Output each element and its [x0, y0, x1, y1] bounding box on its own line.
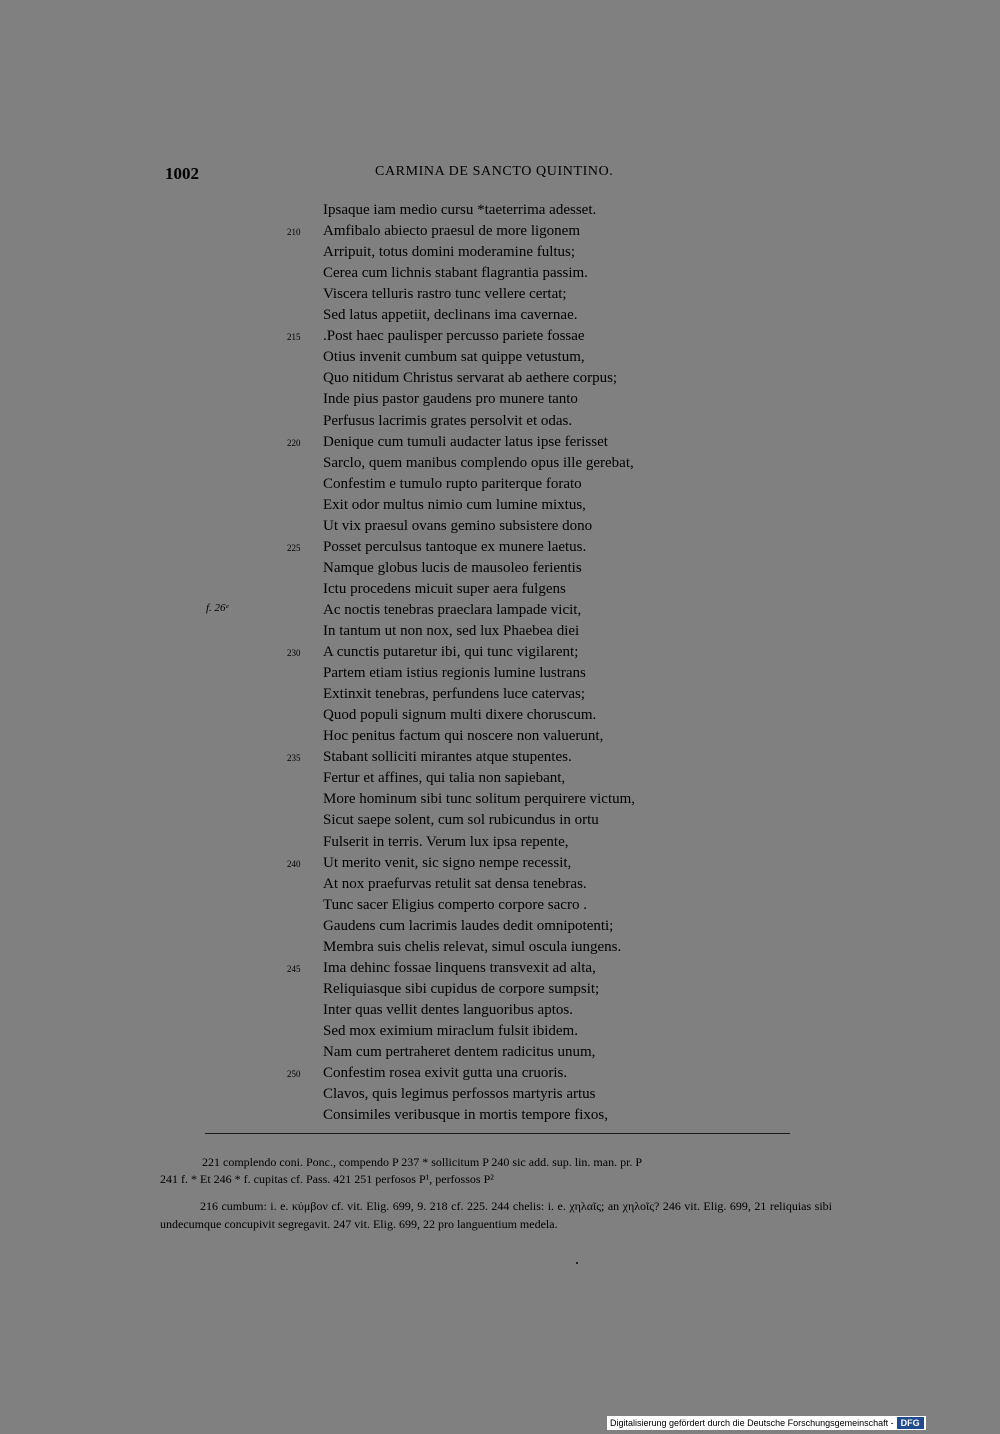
verse-line: At nox praefurvas retulit sat densa tenebras. — [323, 875, 587, 892]
verse-line: Quo nitidum Christus servarat ab aethere corpus; — [323, 370, 618, 387]
source-notes: 216 cumbum: i. e. κύμβον cf. vit. Elig. 699, 9. 218 cf. 225. 244 chelis: i. e. χηλαῖς; an χηλοῖς? 246 vit. Elig. 699, 21 reliquias sibi undecumque concupivit segregavit. 247 vit. Elig. 699, 22 pro languentium medela. — [160, 1199, 832, 1231]
verse-line: Clavos, quis legimus perfossos martyris artus — [323, 1086, 596, 1103]
line-number: 225 — [287, 542, 301, 553]
verse-line: Membra suis chelis relevat, simul oscula iungens. — [323, 938, 622, 955]
running-title: CARMINA DE SANCTO QUINTINO. — [375, 164, 614, 179]
credit-text: Digitalisierung gefördert durch die Deutsche Forschungsgemeinschaft - — [610, 1418, 894, 1428]
line-number: 230 — [287, 648, 301, 659]
footnote-rule — [205, 1133, 790, 1134]
verse-line: .Post haec paulisper percusso pariete fossae — [323, 328, 585, 345]
verse-line: Stabant solliciti mirantes atque stupentes. — [323, 749, 572, 766]
verse-line: Arripuit, totus domini moderamine fultus; — [323, 244, 576, 261]
line-number: 210 — [287, 227, 301, 238]
apparatus-line-2: 241 f. * Et 246 * f. cupitas cf. Pass. 421 251 perfosos P¹, perfossos P² — [160, 1172, 494, 1186]
verse-line: Quod populi signum multi dixere choruscum. — [323, 707, 597, 724]
verse-line: Ima dehinc fossae linquens transvexit ad alta, — [323, 959, 596, 976]
verse-line: Inde pius pastor gaudens pro munere tanto — [323, 391, 578, 408]
folio-margin-note: f. 26ᵉ — [206, 602, 229, 614]
verse-line: Fertur et affines, qui talia non sapiebant, — [323, 770, 566, 787]
digitization-credit — [607, 1416, 926, 1430]
verse-line: Tunc sacer Eligius comperto corpore sacro . — [323, 896, 587, 913]
verse-line: Amfibalo abiecto praesul de more ligonem — [323, 223, 580, 240]
verse-line: Namque globus lucis de mausoleo ferientis — [323, 559, 582, 576]
verse-line: Ipsaque iam medio cursu *taeterrima adesset. — [323, 202, 597, 218]
verse-line: Confestim e tumulo rupto pariterque forato — [323, 475, 582, 492]
verse-line: Fulserit in terris. Verum lux ipsa repente, — [323, 833, 569, 850]
verse-line: Partem etiam istius regionis lumine lustrans — [323, 665, 586, 682]
page-number: 1002 — [165, 164, 199, 183]
verse-line: Perfusus lacrimis grates persolvit et odas. — [323, 412, 573, 429]
verse-line: Sicut saepe solent, cum sol rubicundus in ortu — [323, 812, 599, 829]
line-number: 250 — [287, 1069, 301, 1080]
line-number: 240 — [287, 858, 301, 869]
verse-line: Confestim rosea exivit gutta una cruoris. — [323, 1065, 568, 1082]
verse-line: A cunctis putaretur ibi, qui tunc vigilarent; — [323, 644, 579, 661]
verse-line: Cerea cum lichnis stabant flagrantia passim. — [323, 265, 588, 282]
verse-line: Ictu procedens micuit super aera fulgens — [323, 580, 566, 597]
verse-line: Reliquiasque sibi cupidus de corpore sumpsit; — [323, 980, 600, 997]
speck — [576, 1262, 578, 1264]
verse-line: Sarclo, quem manibus complendo opus ille gerebat, — [323, 454, 634, 471]
verse-line: Consimiles veribusque in mortis tempore fixos, — [323, 1107, 608, 1124]
dfg-logo-icon: DFG — [897, 1417, 924, 1429]
apparatus-line-1: 221 complendo coni. Ponc., compendo P 237 * sollicitum P 240 sic add. sup. lin. man. pr. P — [202, 1155, 643, 1169]
verse-line: Gaudens cum lacrimis laudes dedit omnipotenti; — [323, 917, 614, 934]
verse-line: Ac noctis tenebras praeclara lampade vicit, — [323, 601, 582, 618]
verse-line: Ut merito venit, sic signo nempe recessit, — [323, 854, 572, 871]
verse-line: In tantum ut non nox, sed lux Phaebea diei — [323, 623, 580, 639]
line-number: 215 — [287, 332, 301, 343]
line-number: 245 — [287, 963, 301, 974]
verse-line: Extinxit tenebras, perfundens luce catervas; — [323, 686, 585, 703]
verse-line: More hominum sibi tunc solitum perquirere victum, — [323, 791, 636, 808]
verse-line: Denique cum tumuli audacter latus ipse ferisset — [323, 433, 608, 450]
verse-line: Sed mox eximium miraclum fulsit ibidem. — [323, 1022, 578, 1039]
verse-line: Otius invenit cumbum sat quippe vetustum, — [323, 349, 585, 366]
line-number: 235 — [287, 753, 301, 764]
verse-line: Exit odor multus nimio cum lumine mixtus, — [323, 496, 586, 513]
verse-line: Inter quas vellit dentes languoribus aptos. — [323, 1001, 573, 1018]
verse-line: Posset perculsus tantoque ex munere laetus. — [323, 538, 587, 555]
verse-line: Hoc penitus factum qui noscere non valuerunt, — [323, 728, 604, 745]
verse-line: Ut vix praesul ovans gemino subsistere dono — [323, 517, 593, 534]
line-number: 220 — [287, 437, 301, 448]
verse-line: Viscera telluris rastro tunc vellere certat; — [323, 286, 567, 303]
verse-line: Sed latus appetiit, declinans ima cavernae. — [323, 307, 578, 324]
verse-line: Nam cum pertraheret dentem radicitus unum, — [323, 1044, 596, 1060]
